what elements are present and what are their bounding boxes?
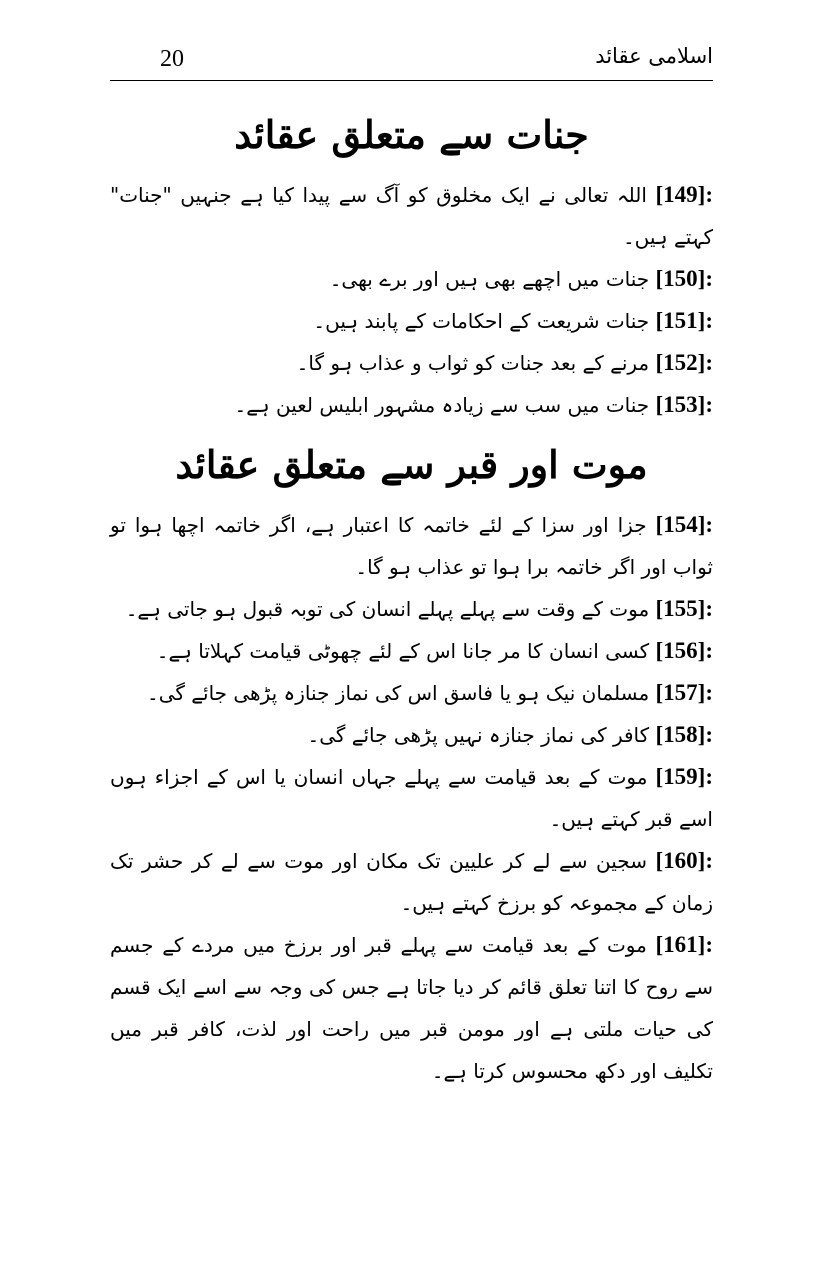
item-number: [160]: bbox=[655, 848, 713, 873]
item-151 bbox=[110, 300, 713, 342]
item-text: مسلمان نیک ہو یا فاسق اس کی نماز جنازہ پڑھی جائے گی۔ bbox=[147, 681, 650, 705]
item-text: موت کے بعد قیامت سے پہلے قبر اور برزخ میں مردے کے جسم سے روح کا اتنا تعلق قائم کر دیا جاتا ہے جس کی وجہ سے اسے ایک قسم کی حیات ملتی ہے اور مومن قبر میں راحت اور لذت، کافر قبر میں تکلیف اور دکھ محسوس کرتا ہے۔ bbox=[110, 933, 713, 1083]
header-rule bbox=[110, 80, 713, 81]
item-158 bbox=[110, 714, 713, 756]
item-number: [151]: bbox=[655, 308, 713, 333]
item-150 bbox=[110, 258, 713, 300]
item-155 bbox=[110, 588, 713, 630]
section-heading-death-grave: موت اور قبر سے متعلق عقائد bbox=[175, 442, 648, 487]
item-number: [152]: bbox=[655, 350, 713, 375]
item-154 bbox=[110, 504, 713, 588]
item-number: [149]: bbox=[655, 182, 713, 207]
item-text: جنات میں اچھے بھی ہیں اور برے بھی۔ bbox=[329, 267, 650, 291]
item-number: [150]: bbox=[655, 266, 713, 291]
item-text: اللہ تعالی نے ایک مخلوق کو آگ سے پیدا کیا ہے جنہیں "جنات" کہتے ہیں۔ bbox=[110, 183, 713, 249]
item-text: جنات شریعت کے احکامات کے پابند ہیں۔ bbox=[313, 309, 650, 333]
item-number: [153]: bbox=[655, 392, 713, 417]
section-heading-death-wrap bbox=[110, 426, 713, 504]
page-body bbox=[110, 96, 713, 1092]
item-text: موت کے وقت سے پہلے پہلے انسان کی توبہ قبول ہو جاتی ہے۔ bbox=[125, 597, 650, 621]
item-number: [155]: bbox=[655, 596, 713, 621]
item-text: جنات میں سب سے زیادہ مشہور ابلیس لعین ہے۔ bbox=[234, 393, 650, 417]
item-157 bbox=[110, 672, 713, 714]
item-number: [159]: bbox=[655, 764, 713, 789]
section-heading-jinn-wrap bbox=[110, 96, 713, 174]
item-text: موت کے بعد قیامت سے پہلے جہاں انسان یا اس کے اجزاء ہوں اسے قبر کہتے ہیں۔ bbox=[110, 765, 713, 831]
item-number: [161]: bbox=[655, 932, 713, 957]
item-number: [156]: bbox=[655, 638, 713, 663]
section-heading-jinn: جنات سے متعلق عقائد bbox=[234, 112, 589, 157]
item-text: مرنے کے بعد جنات کو ثواب و عذاب ہو گا۔ bbox=[296, 351, 650, 375]
item-number: [154]: bbox=[655, 512, 714, 537]
item-159 bbox=[110, 756, 713, 840]
item-149 bbox=[110, 174, 713, 258]
item-text: جزا اور سزا کے لئے خاتمہ کا اعتبار ہے، اگر خاتمہ اچھا ہوا تو ثواب اور اگر خاتمہ برا ہوا تو عذاب ہو گا۔ bbox=[110, 513, 713, 579]
running-title: اسلامی عقائد bbox=[595, 44, 713, 68]
item-number: [157]: bbox=[655, 680, 713, 705]
item-160 bbox=[110, 840, 713, 924]
item-161 bbox=[110, 924, 713, 1092]
item-text: کسی انسان کا مر جانا اس کے لئے چھوٹی قیامت کہلاتا ہے۔ bbox=[156, 639, 650, 663]
item-156 bbox=[110, 630, 713, 672]
item-153 bbox=[110, 384, 713, 426]
item-number: [158]: bbox=[655, 722, 713, 747]
item-text: سجین سے لے کر علیین تک مکان اور موت سے لے کر حشر تک زمان کے مجموعہ کو برزخ کہتے ہیں۔ bbox=[110, 849, 713, 915]
page-number: 20 bbox=[160, 46, 184, 72]
item-text: کافر کی نماز جنازہ نہیں پڑھی جائے گی۔ bbox=[307, 723, 650, 747]
item-152 bbox=[110, 342, 713, 384]
